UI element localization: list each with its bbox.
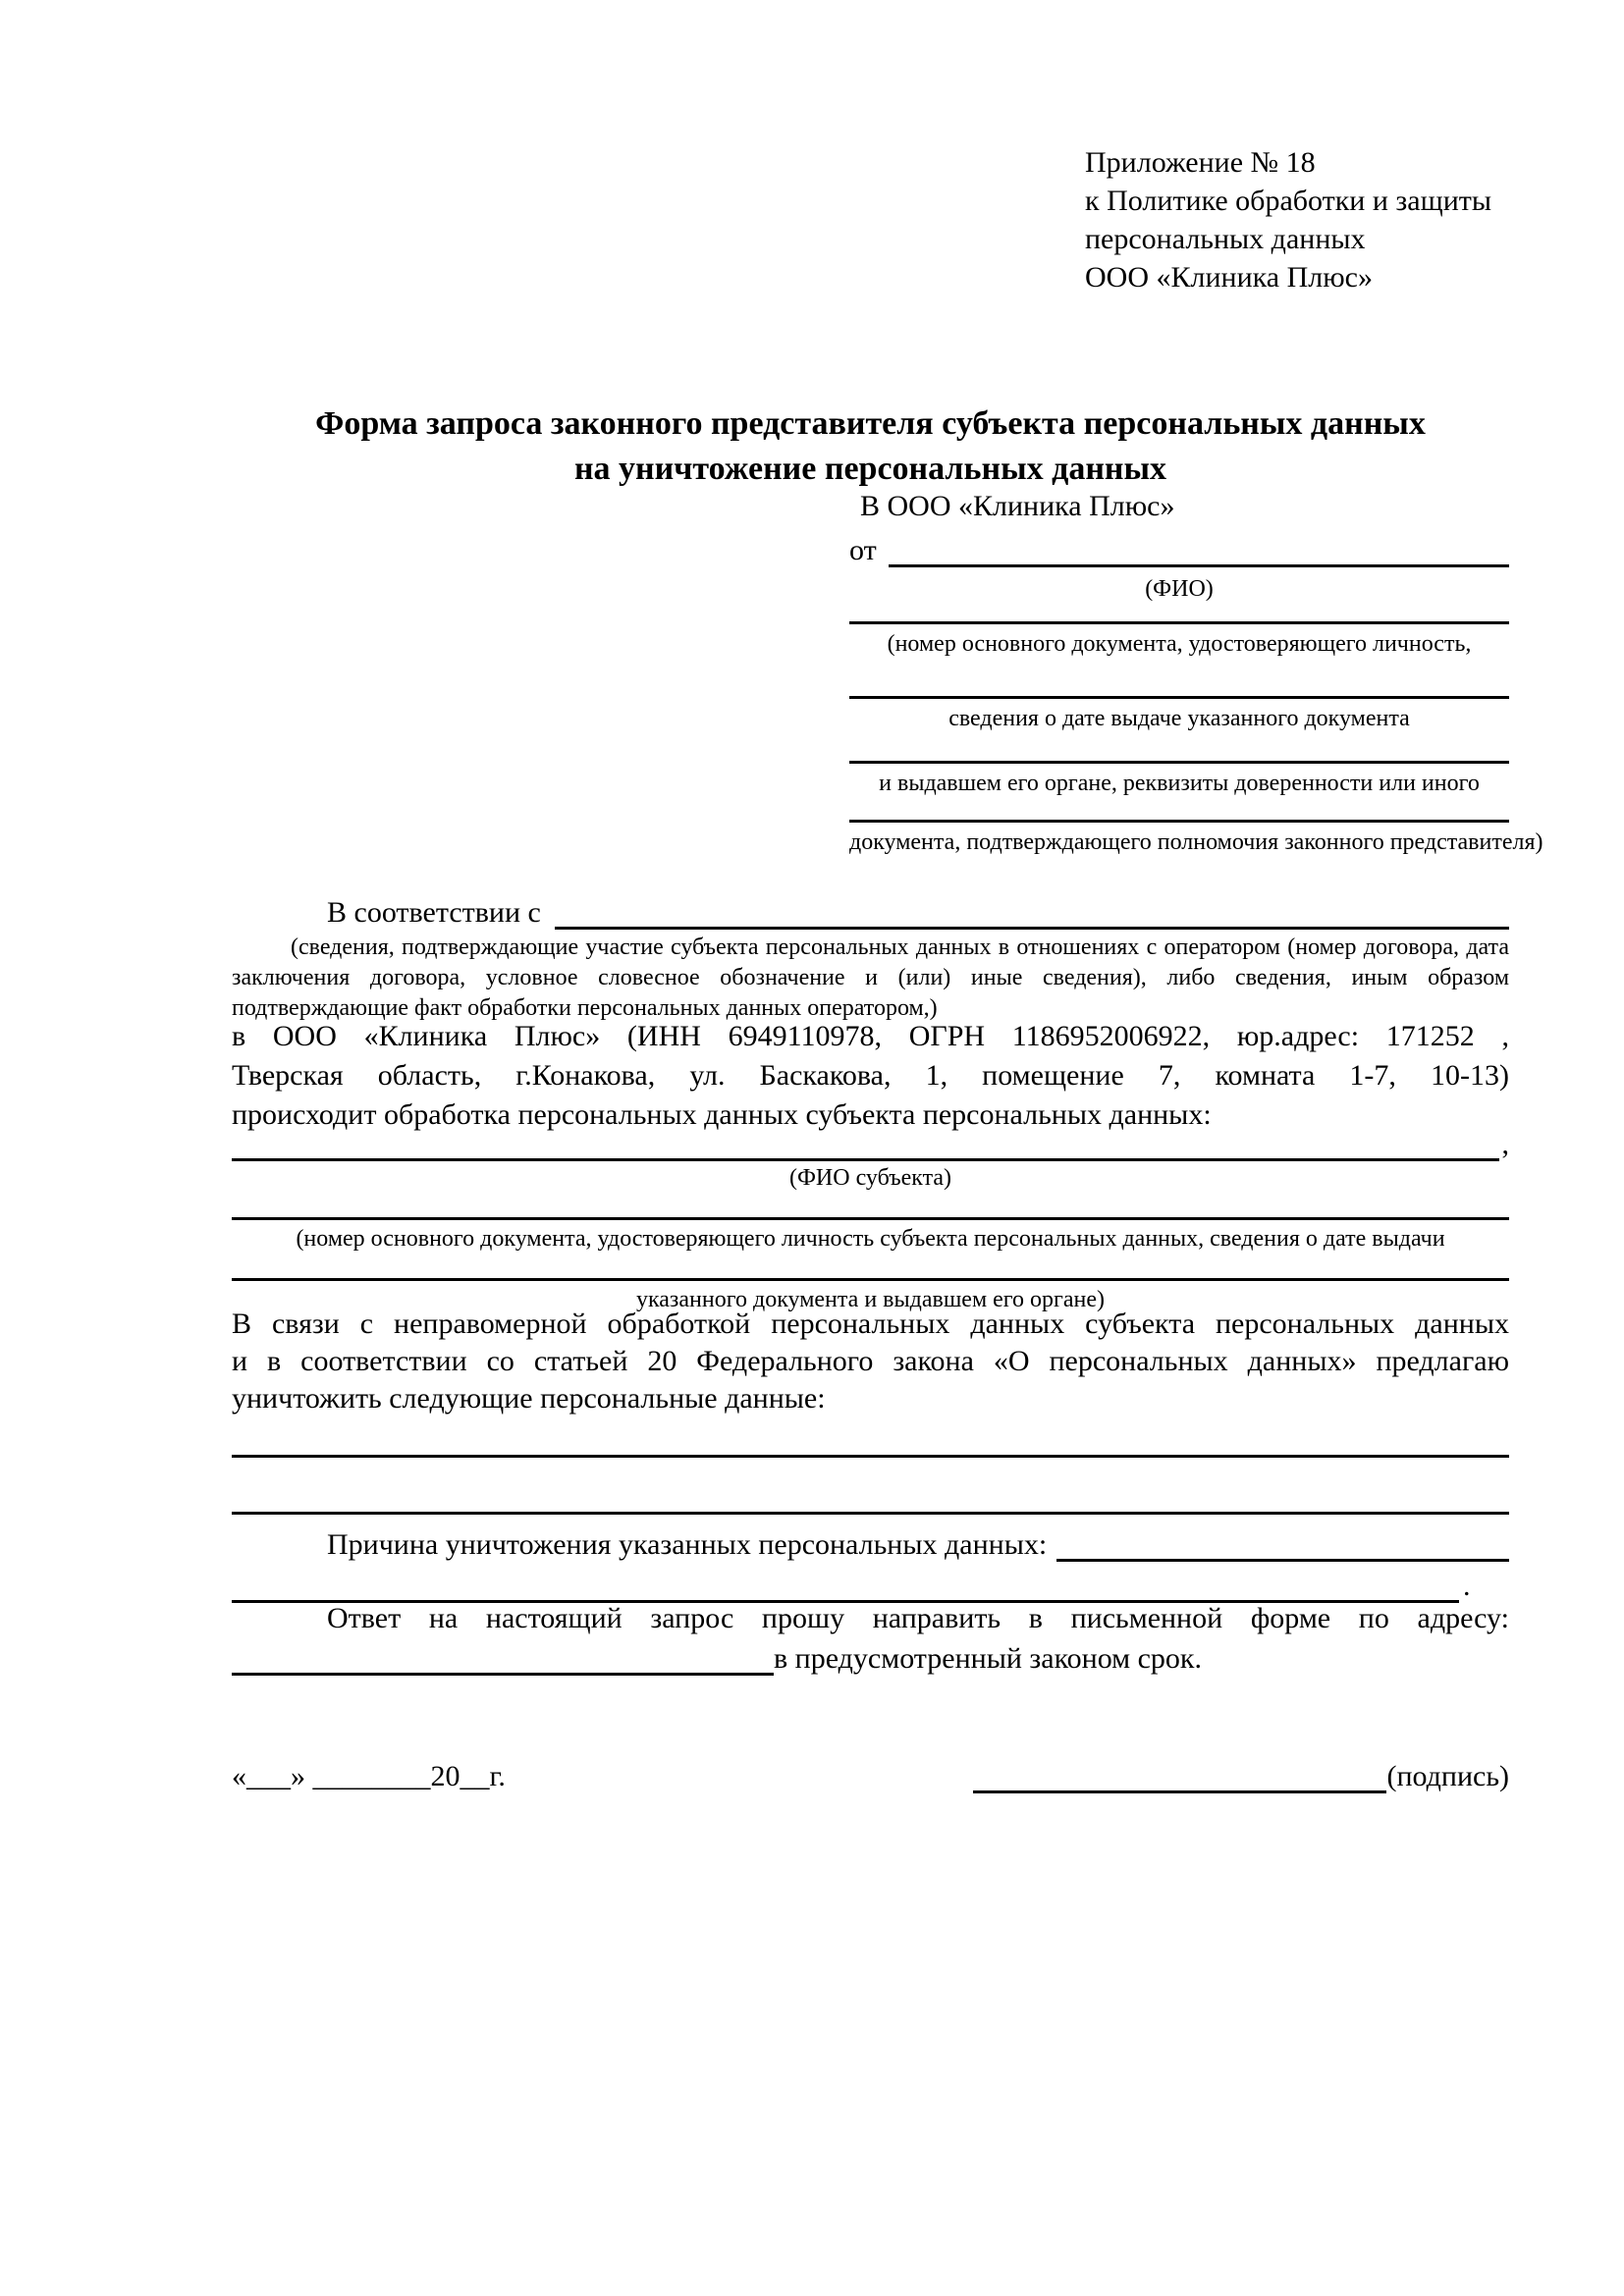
subject-fio-hint: (ФИО субъекта) (788, 1165, 952, 1191)
demand-line-2: и в соответствии со статьей 20 Федерального закона «О персональных данных» предлагаю (232, 1345, 1509, 1377)
demand-line-3: уничтожить следующие персональные данные: (232, 1382, 826, 1415)
signature-row (232, 1757, 1509, 1793)
reply-row-2 (232, 1637, 1509, 1676)
date-field[interactable]: «___» ________20__г. (232, 1760, 506, 1792)
representative-fio-field[interactable] (889, 527, 1509, 567)
representative-doc-field-4[interactable] (849, 820, 1509, 823)
representative-doc-hint-2: сведения о дате выдаче указанного документа (948, 706, 1410, 731)
addressee-organization: В ООО «Клиника Плюс» (860, 490, 1175, 522)
appendix-line-2: к Политике обработки и защиты (1085, 185, 1492, 217)
subject-doc-field-2[interactable] (232, 1278, 1509, 1281)
from-label: от (849, 534, 877, 566)
form-title-line-1: Форма запроса законного представителя субъекта персональных данных (315, 405, 1426, 442)
accordance-lead: В соответствии с (327, 896, 541, 929)
data-to-destroy-field-1[interactable] (232, 1455, 1509, 1458)
accordance-row (232, 889, 1509, 930)
reason-row (232, 1523, 1509, 1562)
reason-field-1[interactable] (1056, 1523, 1509, 1562)
reason-period: . (1463, 1570, 1471, 1602)
accordance-footnote: (сведения, подтверждающие участие субъекта персональных данных в отношениях с оператором (номер договора, дата заключения договора, условное словесное обозначение и (или) иные сведения), либо сведения, иным образом подтверждающие факт обработки персональных данных оператором,) (232, 934, 1509, 1021)
representative-doc-hint-4: документа, подтверждающего полномочия законного представителя) (849, 829, 1543, 855)
subject-doc-hint-1: (номер основного документа, удостоверяющего личность субъекта персональных данных, сведения о дате выдачи (296, 1226, 1445, 1252)
reason-lead: Причина уничтожения указанных персональных данных: (327, 1528, 1048, 1561)
form-title (232, 401, 1509, 492)
demand-paragraph (232, 1306, 1509, 1417)
reply-line-2-text: в предусмотренный законом срок. (774, 1642, 1202, 1675)
representative-doc-field-1[interactable] (849, 621, 1509, 624)
appendix-line-1: Приложение № 18 (1085, 146, 1316, 179)
reply-line-1: Ответ на настоящий запрос прошу направить в письменной форме по адресу: (327, 1602, 1509, 1634)
appendix-line-3: персональных данных (1085, 223, 1366, 255)
subject-fio-row (232, 1123, 1509, 1161)
reply-address-field[interactable] (232, 1637, 774, 1676)
operator-line-3: происходит обработка персональных данных субъекта персональных данных: (232, 1098, 1212, 1131)
demand-line-1: В связи с неправомерной обработкой персональных данных субъекта персональных данных (232, 1308, 1509, 1340)
representative-fio-hint: (ФИО) (1145, 576, 1214, 602)
representative-doc-hint-3: и выдавшем его органе, реквизиты доверенности или иного (879, 771, 1480, 796)
operator-line-2: Тверская область, г.Конакова, ул. Баскакова, 1, помещение 7, комната 1-7, 10-13) (232, 1059, 1509, 1092)
representative-doc-field-2[interactable] (849, 696, 1509, 699)
operator-paragraph (232, 1017, 1509, 1135)
subject-fio-comma: , (1501, 1128, 1509, 1160)
form-title-line-2: на уничтожение персональных данных (573, 451, 1167, 487)
accordance-basis-field[interactable] (555, 889, 1509, 930)
signature-hint: (подпись) (1386, 1760, 1509, 1792)
operator-line-1: в ООО «Клиника Плюс» (ИНН 6949110978, ОГРН 1186952006922, юр.адрес: 171252 , (232, 1020, 1509, 1052)
appendix-line-4: ООО «Клиника Плюс» (1085, 261, 1373, 294)
representative-doc-field-3[interactable] (849, 761, 1509, 764)
appendix-note (1085, 143, 1491, 296)
signature-group (973, 1757, 1509, 1793)
subject-doc-hint-2: указанного документа и выдавшем его органе) (635, 1287, 1106, 1312)
subject-doc-field-1[interactable] (232, 1217, 1509, 1220)
reason-field-2[interactable] (232, 1565, 1459, 1603)
from-row (849, 527, 1509, 567)
data-to-destroy-field-2[interactable] (232, 1512, 1509, 1515)
representative-doc-hint-1: (номер основного документа, удостоверяющего личность, (887, 631, 1472, 657)
signature-field[interactable] (973, 1757, 1386, 1793)
reason-continuation-row (232, 1565, 1509, 1603)
subject-fio-field[interactable] (232, 1123, 1499, 1161)
